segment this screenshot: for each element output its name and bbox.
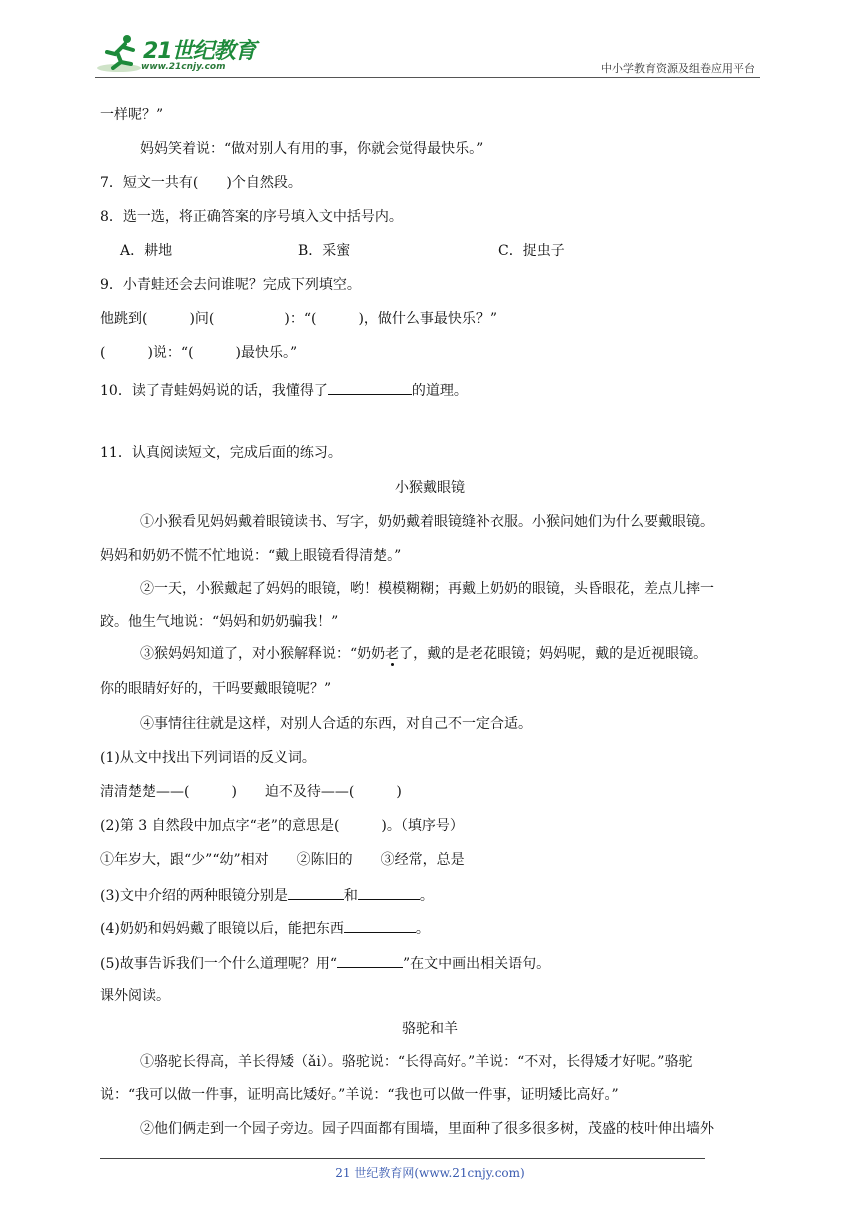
- passage-line: 你的眼睛好好的，干吗要戴眼镜呢？”: [100, 681, 332, 697]
- extra-reading-label: 课外阅读。: [100, 988, 170, 1004]
- passage-line: ①小猴看见妈妈戴着眼镜读书、写字，奶奶戴着眼镜缝补衣服。小猴问她们为什么要戴眼镜。: [140, 514, 714, 530]
- question-9: 9．小青蛙还会去问谁呢？完成下列填空。: [100, 277, 361, 293]
- question-8: 8．选一选，将正确答案的序号填入文中括号内。: [100, 209, 403, 225]
- sub-question-3: [100, 885, 434, 905]
- passage-line: ②他们俩走到一个园子旁边。园子四面都有围墙，里面种了很多很多树，茂盛的枝叶伸出墙外: [140, 1121, 714, 1137]
- platform-name: 中小学教育资源及组卷应用平台: [601, 62, 755, 75]
- answer-blank: [337, 953, 403, 968]
- logo: [95, 32, 265, 74]
- question-10-text: 10．读了青蛙妈妈说的话，我懂得了: [100, 383, 328, 399]
- passage-title: 小猴戴眼镜: [395, 480, 465, 496]
- sub-question-4-text: (4)奶奶和妈妈戴了眼镜以后，能把东西: [100, 921, 344, 937]
- answer-blank: [328, 380, 412, 395]
- passage-line: 说：“我可以做一件事，证明高比矮好。”羊说：“我也可以做一件事，证明矮比高好。”: [100, 1087, 619, 1103]
- sub-question-4-end: 。: [415, 921, 430, 937]
- sub-question-1-fill: 清清楚楚——( ) 迫不及待——( ): [100, 784, 402, 800]
- question-10-text-end: 的道理。: [411, 383, 468, 399]
- text-line: 一样呢？”: [100, 107, 164, 123]
- sub-question-1: (1)从文中找出下列词语的反义词。: [100, 750, 316, 766]
- passage-text: 了，戴的是老花眼镜；妈妈呢，戴的是近视眼镜。: [399, 646, 708, 662]
- passage-line: 妈妈和奶奶不慌不忙地说：“戴上眼镜看得清楚。”: [100, 548, 402, 564]
- answer-blank: [358, 885, 420, 900]
- text-line: 妈妈笑着说：“做对别人有用的事，你就会觉得最快乐。”: [140, 141, 484, 157]
- sub-question-4: [100, 918, 430, 938]
- passage-text: ③猴妈妈知道了，对小猴解释说：“奶奶: [140, 646, 386, 662]
- passage-line: ④事情往往就是这样，对别人合适的东西，对自己不一定合适。: [140, 716, 532, 732]
- sub-question-3-text: (3)文中介绍的两种眼镜分别是: [100, 888, 288, 904]
- sub-question-3-and: 和: [343, 888, 358, 904]
- sub-question-2-options: ①年岁大，跟“少”“幼”相对 ②陈旧的 ③经常，总是: [100, 852, 465, 868]
- footer-divider: [100, 1158, 705, 1159]
- option-c: C．捉虫子: [498, 243, 565, 259]
- sub-question-3-end: 。: [419, 888, 434, 904]
- passage-title: 骆驼和羊: [402, 1021, 458, 1037]
- question-9-fill-1: 他跳到( )问( )：“( )，做什么事最快乐？”: [100, 311, 498, 327]
- header-divider: [95, 77, 760, 78]
- passage-line: ②一天，小猴戴起了妈妈的眼镜，哟！模模糊糊；再戴上奶奶的眼镜，头昏眼花，差点儿摔一: [140, 581, 714, 597]
- logo-url: www.21cnjy.com: [141, 62, 226, 72]
- sub-question-5-text: (5)故事告诉我们一个什么道理呢？用“: [100, 956, 337, 972]
- answer-blank: [344, 918, 416, 933]
- question-11: 11．认真阅读短文，完成后面的练习。: [100, 445, 342, 461]
- question-9-fill-2: ( )说：“( )最快乐。”: [100, 345, 298, 361]
- page-header: [95, 30, 760, 78]
- logo-text: 21世纪教育: [143, 39, 256, 64]
- footer-text: 21 世纪教育网(www.21cnjy.com): [335, 1166, 525, 1180]
- passage-line: [140, 645, 707, 663]
- sub-question-5: [100, 953, 550, 973]
- sub-question-2: (2)第 3 自然段中加点字“老”的意思是( )。（填序号）: [100, 818, 464, 834]
- option-a: A．耕地: [120, 243, 173, 259]
- question-10: [100, 380, 468, 400]
- question-7: 7．短文一共有( )个自然段。: [100, 175, 302, 191]
- runner-logo-icon: [95, 32, 143, 74]
- sub-question-5-end: ”在文中画出相关语句。: [403, 956, 551, 972]
- dotted-character: 老: [385, 646, 400, 662]
- option-b: B．采蜜: [298, 243, 351, 259]
- passage-line: 跤。他生气地说：“妈妈和奶奶骗我！”: [100, 614, 339, 630]
- passage-line: ①骆驼长得高，羊长得矮（ǎi）。骆驼说：“长得高好。”羊说：“不对，长得矮才好呢。”骆驼: [140, 1054, 693, 1070]
- answer-blank: [288, 885, 344, 900]
